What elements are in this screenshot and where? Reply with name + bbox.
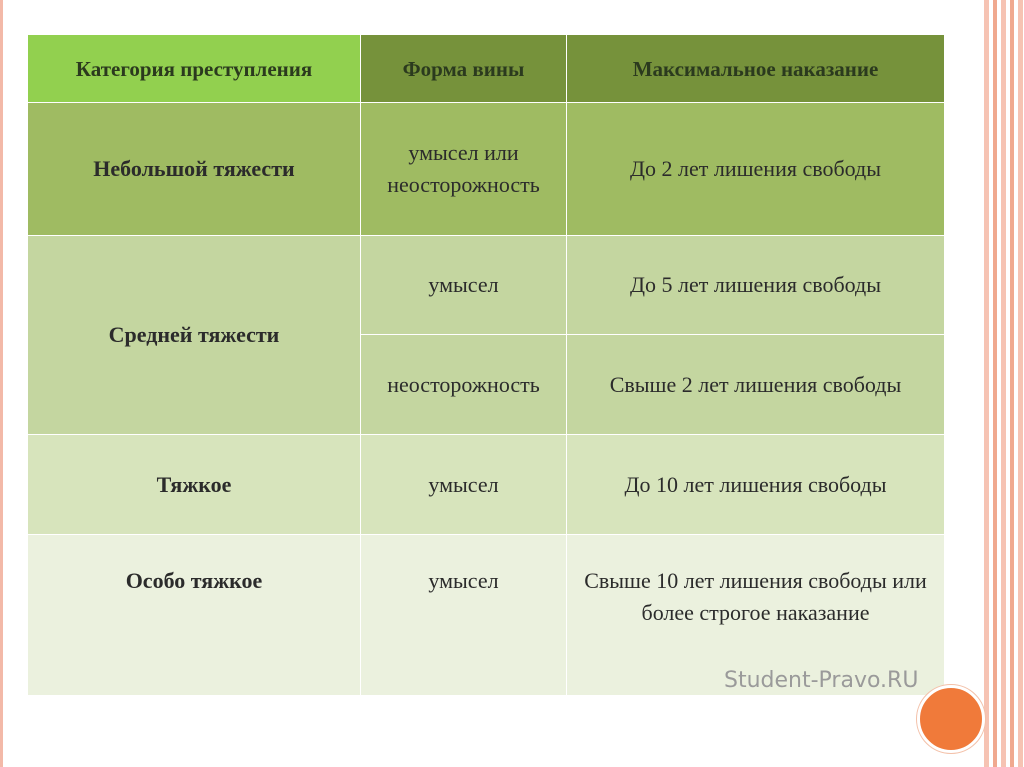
cell-guilt: неосторожность	[361, 335, 567, 435]
orange-circle-decoration	[917, 685, 985, 753]
watermark: Student-Pravo.RU	[724, 668, 919, 693]
cell-category: Особо тяжкое	[28, 535, 361, 696]
table-row	[28, 236, 945, 335]
cell-category: Тяжкое	[28, 435, 361, 535]
cell-punishment: Свыше 2 лет лишения свободы	[567, 335, 945, 435]
cell-guilt: умысел	[361, 435, 567, 535]
cell-punishment: До 5 лет лишения свободы	[567, 236, 945, 335]
table-header-row	[28, 35, 945, 103]
cell-guilt: умысел	[361, 535, 567, 696]
header-guilt-form: Форма вины	[361, 35, 567, 103]
cell-punishment: До 2 лет лишения свободы	[567, 103, 945, 236]
left-frame-line	[0, 0, 3, 767]
cell-category: Средней тяжести	[28, 236, 361, 435]
cell-punishment: До 10 лет лишения свободы	[567, 435, 945, 535]
cell-category: Небольшой тяжести	[28, 103, 361, 236]
header-max-punishment: Максимальное наказание	[567, 35, 945, 103]
cell-guilt: умысел или неосторожность	[361, 103, 567, 236]
crime-categories-table	[27, 34, 944, 695]
cell-guilt: умысел	[361, 236, 567, 335]
cell-punishment: Свыше 10 лет лишения свободы или более строгое наказание	[567, 535, 945, 696]
header-category: Категория преступления	[28, 35, 361, 103]
decorative-stripes	[980, 0, 1024, 767]
table-row	[28, 103, 945, 236]
table-row	[28, 435, 945, 535]
